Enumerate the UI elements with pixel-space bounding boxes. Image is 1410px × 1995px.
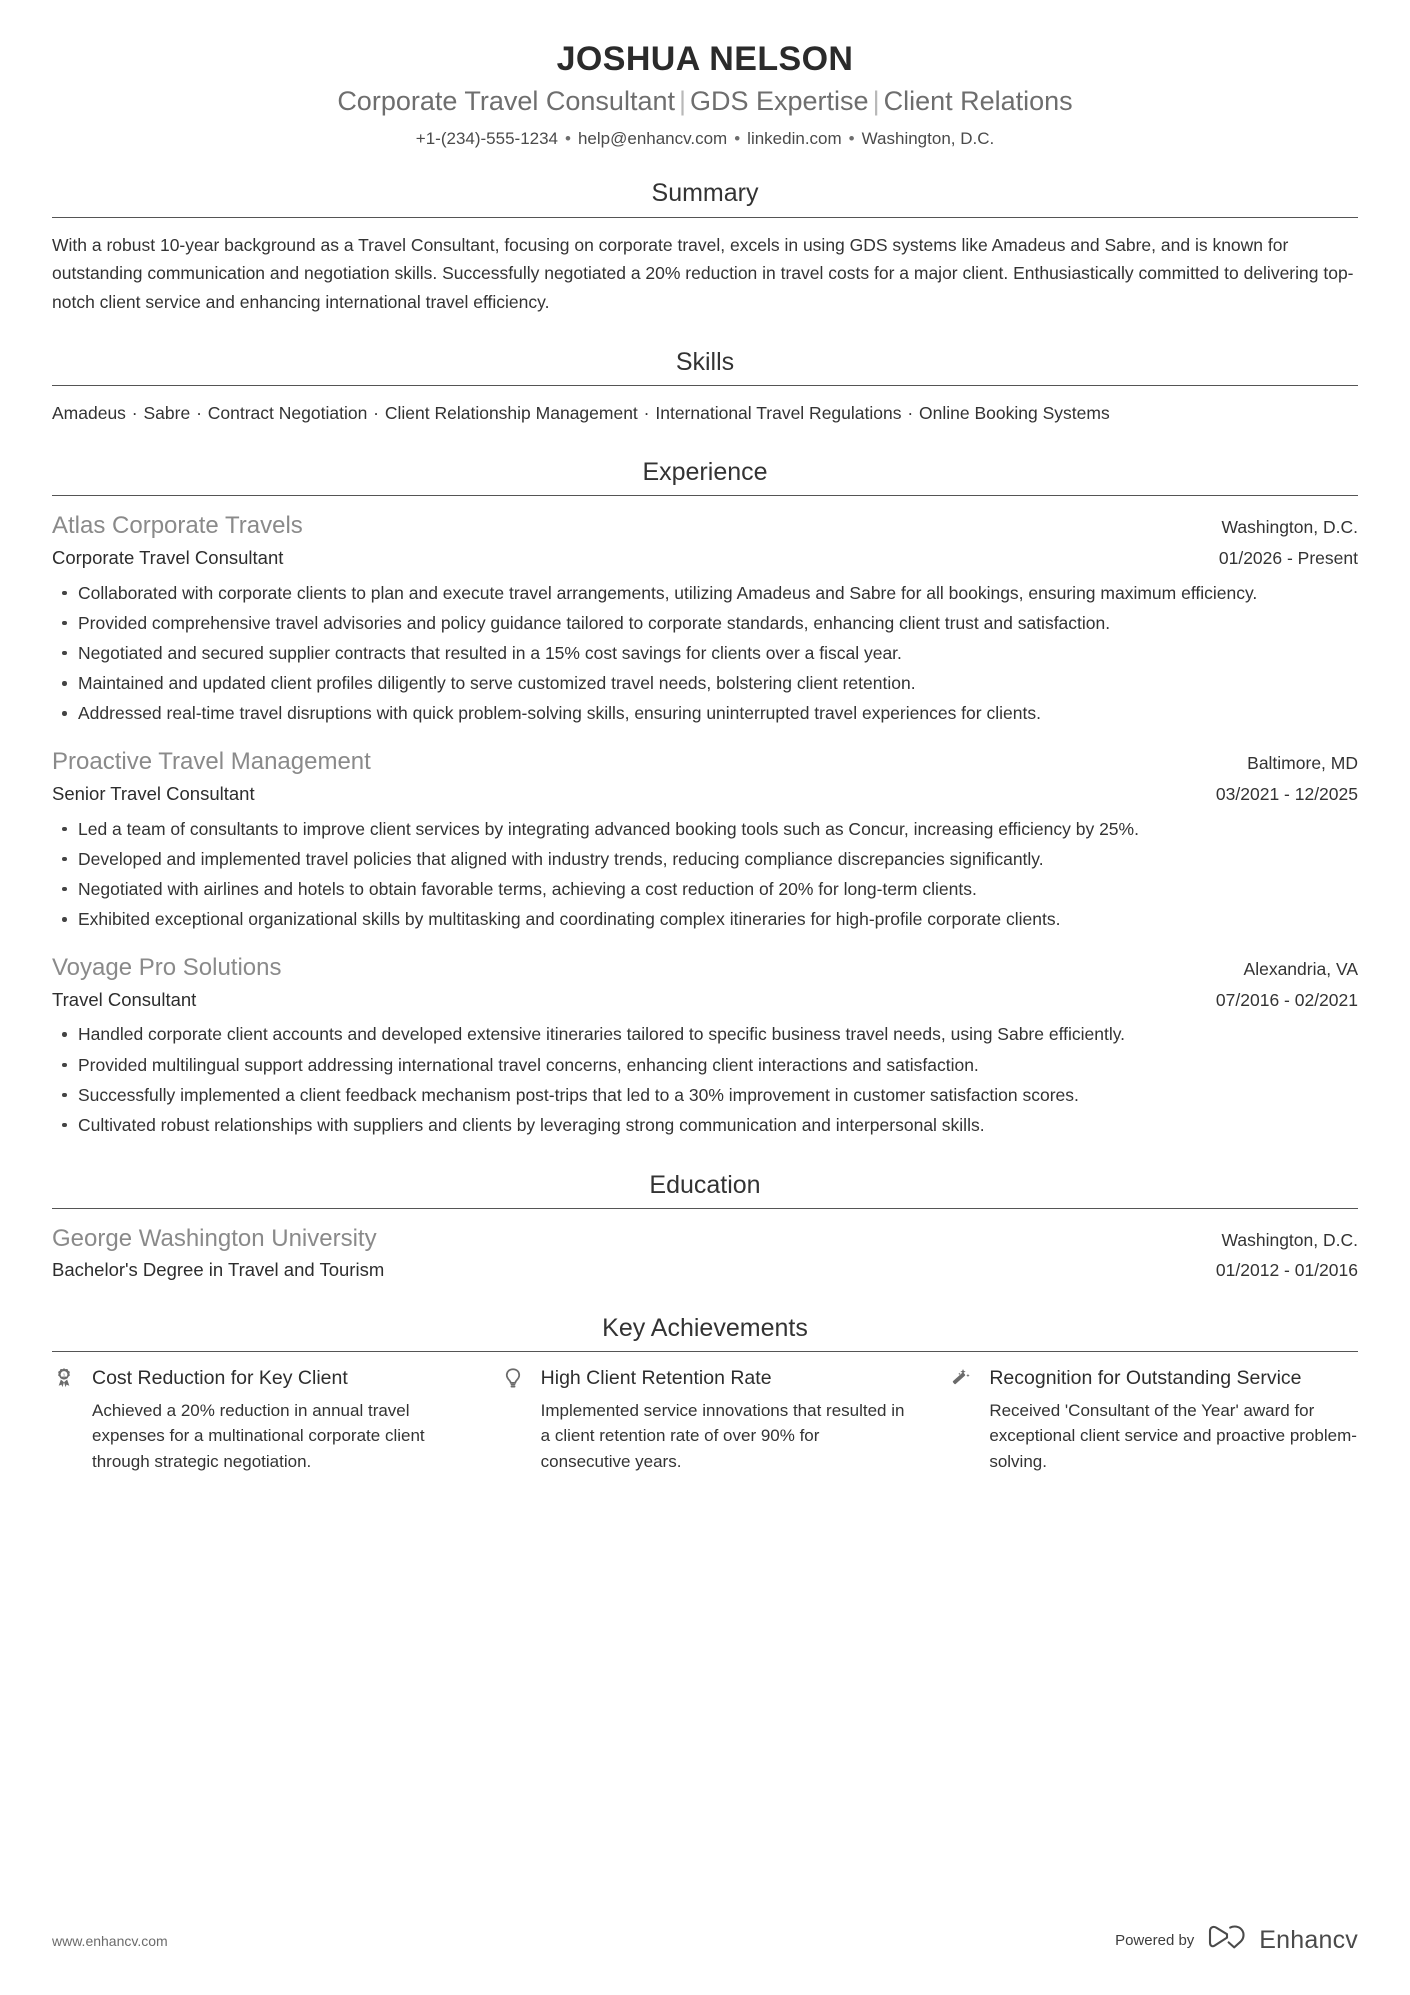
education-school: George Washington University: [52, 1225, 377, 1253]
skills-list: [52, 399, 1358, 427]
footer-branding: [1115, 1924, 1358, 1957]
education-location: Washington, D.C.: [1221, 1230, 1358, 1251]
experience-entry-subheader: [52, 780, 1358, 808]
experience-location: Washington, D.C.: [1221, 517, 1358, 538]
experience-entry-subheader: [52, 986, 1358, 1014]
list-item: Maintained and updated client profiles diligently to serve customized travel needs, bolstering client retention.: [52, 670, 1358, 697]
lightbulb-icon: [501, 1365, 525, 1391]
list-item: Negotiated and secured supplier contracts that resulted in a 15% cost savings for clients over a fiscal year.: [52, 640, 1358, 667]
skill-separator: ·: [902, 403, 919, 424]
experience-location: Alexandria, VA: [1243, 959, 1358, 980]
section-heading-skills: Skills: [675, 347, 735, 376]
list-item: Handled corporate client accounts and developed extensive itineraries tailored to specific business travel needs, using Sabre efficiently.: [52, 1021, 1358, 1048]
section-divider: [52, 495, 1358, 496]
contact-email[interactable]: help@enhancv.com: [577, 128, 728, 148]
skill-separator: ·: [638, 403, 655, 424]
experience-entry: [52, 509, 1358, 727]
education-dates: 01/2012 - 01/2016: [1215, 1260, 1358, 1281]
list-item: Successfully implemented a client feedback mechanism post-trips that led to a 30% improvement in customer satisfaction scores.: [52, 1082, 1358, 1109]
experience-role: Senior Travel Consultant: [52, 782, 255, 804]
achievement-item: [52, 1365, 461, 1474]
headline-part-3: Client Relations: [883, 85, 1073, 116]
contact-location: Washington, D.C.: [861, 128, 995, 148]
experience-bullet-list: [52, 580, 1358, 728]
education-degree: Bachelor's Degree in Travel and Tourism: [52, 1259, 385, 1281]
section-heading-education: Education: [649, 1170, 761, 1199]
headline-part-2: GDS Expertise: [690, 85, 869, 116]
section-divider: [52, 1208, 1358, 1209]
section-heading-summary: Summary: [651, 179, 759, 208]
experience-company: Atlas Corporate Travels: [52, 512, 303, 540]
achievement-title: Cost Reduction for Key Client: [92, 1367, 348, 1390]
experience-location: Baltimore, MD: [1247, 753, 1358, 774]
list-item: Cultivated robust relationships with suppliers and clients by leveraging strong communication and interpersonal skills.: [52, 1112, 1358, 1139]
achievement-title: High Client Retention Rate: [540, 1367, 772, 1390]
list-item: Addressed real-time travel disruptions with quick problem-solving skills, ensuring uninterrupted travel experiences for clients.: [52, 700, 1358, 727]
list-item: Developed and implemented travel policies that aligned with industry trends, reducing compliance discrepancies significantly.: [52, 846, 1358, 873]
headline-separator-2: |: [872, 85, 880, 116]
headline: [52, 83, 1358, 119]
footer-powered-by-label: Powered by: [1115, 1932, 1195, 1949]
experience-entry: [52, 745, 1358, 933]
experience-entry-header: [52, 509, 1358, 543]
experience-entry-header: [52, 745, 1358, 779]
section-divider: [52, 1351, 1358, 1352]
headline-part-1: Corporate Travel Consultant: [337, 85, 675, 116]
section-heading-experience: Experience: [642, 457, 768, 486]
skill-item: Online Booking Systems: [919, 403, 1110, 424]
list-item: Led a team of consultants to improve client services by integrating advanced booking tools such as Concur, increasing efficiency by 25%.: [52, 816, 1358, 843]
experience-company: Voyage Pro Solutions: [52, 954, 282, 982]
brand-lockup: [1206, 1924, 1358, 1957]
section-divider: [52, 385, 1358, 386]
contact-separator-2: •: [734, 128, 741, 148]
achievement-description: Achieved a 20% reduction in annual travel expenses for a multinational corporate client through strategic negotiation.: [92, 1400, 425, 1471]
experience-bullet-list: [52, 1021, 1358, 1139]
experience-list: [52, 509, 1358, 1139]
experience-entry-subheader: [52, 544, 1358, 572]
achievement-description: Received 'Consultant of the Year' award for exceptional client service and proactive problem-solving.: [989, 1400, 1357, 1471]
list-item: Collaborated with corporate clients to plan and execute travel arrangements, utilizing Amadeus and Sabre for all bookings, ensuring maximum efficiency.: [52, 580, 1358, 607]
footer-website-url[interactable]: www.enhancv.com: [52, 1932, 168, 1949]
section-experience: [52, 456, 1358, 1139]
section-summary: [52, 177, 1358, 316]
page-footer: [52, 1924, 1358, 1957]
experience-company: Proactive Travel Management: [52, 748, 371, 776]
section-heading-key-achievements: Key Achievements: [602, 1313, 808, 1342]
achievement-description: Implemented service innovations that resulted in a client retention rate of over 90% for consecutive years.: [540, 1400, 905, 1471]
experience-bullet-list: [52, 816, 1358, 934]
list-item: Exhibited exceptional organizational skills by multitasking and coordinating complex itineraries for high-profile corporate clients.: [52, 906, 1358, 933]
skill-separator: ·: [191, 403, 207, 424]
brand-name: Enhancv: [1259, 1926, 1358, 1954]
contact-separator-1: •: [565, 128, 571, 148]
section-skills: [52, 346, 1358, 428]
experience-dates: 07/2016 - 02/2021: [1215, 989, 1358, 1010]
list-item: Negotiated with airlines and hotels to obtain favorable terms, achieving a cost reduction of 20% for long-term clients.: [52, 876, 1358, 903]
resume-header: [52, 30, 1358, 151]
magic-wand-icon: [949, 1365, 973, 1391]
education-entry-subheader: [52, 1256, 1358, 1284]
section-key-achievements: [52, 1312, 1358, 1474]
skill-item: International Travel Regulations: [655, 403, 902, 424]
experience-dates: 03/2021 - 12/2025: [1215, 783, 1358, 804]
achievement-item: [501, 1365, 910, 1474]
enhancv-logo-icon: [1206, 1924, 1252, 1957]
list-item: Provided comprehensive travel advisories and policy guidance tailored to corporate standards, enhancing client trust and satisfaction.: [52, 610, 1358, 637]
experience-role: Corporate Travel Consultant: [52, 546, 284, 568]
education-entry-header: [52, 1222, 1358, 1256]
skill-separator: ·: [126, 403, 143, 424]
skill-item: Sabre: [143, 403, 191, 424]
experience-entry: [52, 951, 1358, 1139]
experience-dates: 01/2026 - Present: [1218, 547, 1358, 568]
experience-entry-header: [52, 951, 1358, 985]
education-entry: [52, 1222, 1358, 1283]
contact-linkedin[interactable]: linkedin.com: [747, 128, 842, 148]
achievement-item: [949, 1365, 1358, 1474]
section-divider: [52, 217, 1358, 218]
skill-item: Contract Negotiation: [207, 403, 368, 424]
section-education: [52, 1169, 1358, 1284]
contact-separator-3: •: [848, 128, 855, 148]
page-title: JOSHUA NELSON: [556, 40, 854, 78]
skill-item: Client Relationship Management: [384, 403, 638, 424]
experience-role: Travel Consultant: [52, 988, 197, 1010]
skill-item: Amadeus: [52, 403, 126, 424]
headline-separator-1: |: [678, 85, 686, 116]
education-list: [52, 1222, 1358, 1283]
award-ribbon-icon: [52, 1365, 76, 1391]
summary-text: With a robust 10-year background as a Travel Consultant, focusing on corporate travel, excels in using GDS systems like Amadeus and Sabre, and is known for outstanding communication and negotiation skills. Successfully negotiated a 20% reduction in travel costs for a major client. Enthusiastically committed to delivering top-notch client service and enhancing international travel efficiency.: [52, 234, 1354, 312]
achievement-title: Recognition for Outstanding Service: [989, 1367, 1302, 1390]
skill-separator: ·: [368, 403, 384, 424]
achievements-grid: [52, 1365, 1358, 1474]
list-item: Provided multilingual support addressing international travel concerns, enhancing client interactions and satisfaction.: [52, 1052, 1358, 1079]
contact-phone: +1-(234)-555-1234: [415, 128, 559, 148]
contact-line: [52, 126, 1358, 152]
